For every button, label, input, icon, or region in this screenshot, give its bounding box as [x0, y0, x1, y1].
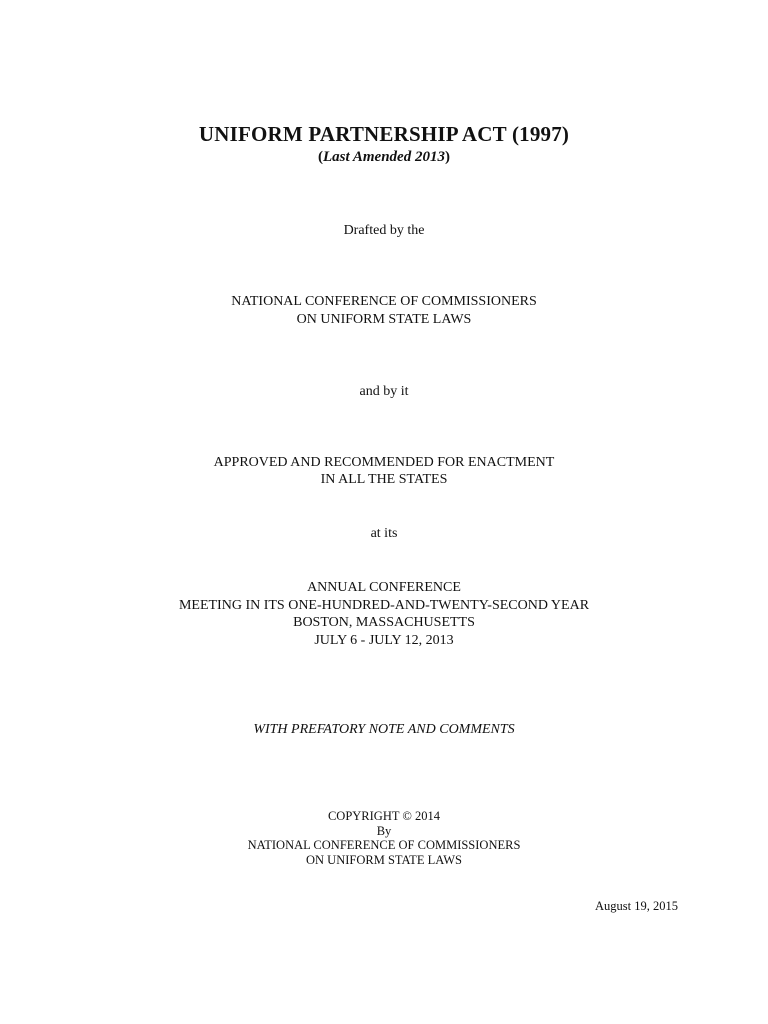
conference-line-4: JULY 6 - JULY 12, 2013 [314, 633, 454, 648]
document-subtitle [0, 147, 768, 167]
copyright-line-3: NATIONAL CONFERENCE OF COMMISSIONERS [247, 838, 521, 852]
subtitle-close-paren: ) [444, 149, 450, 165]
document-title: UNIFORM PARTNERSHIP ACT (1997) [198, 122, 570, 146]
copyright-line-4: ON UNIFORM STATE LAWS [306, 853, 462, 867]
approval-line-1: APPROVED AND RECOMMENDED FOR ENACTMENT [213, 455, 555, 470]
organization-line-1: NATIONAL CONFERENCE OF COMMISSIONERS [231, 294, 537, 309]
subtitle-open-paren: ( [318, 149, 324, 165]
copyright-line-1: COPYRIGHT © 2014 [327, 809, 441, 823]
copyright-line-2: By [376, 824, 392, 838]
subtitle-last-amended: Last Amended 2013 [323, 149, 445, 165]
conference-line-1: ANNUAL CONFERENCE [307, 580, 461, 595]
prefatory-note-text: WITH PREFATORY NOTE AND COMMENTS [253, 722, 515, 737]
conference-line-2: MEETING IN ITS ONE-HUNDRED-AND-TWENTY-SECOND YEAR [178, 598, 590, 613]
at-its-text: at its [370, 526, 398, 541]
approval-line-2: IN ALL THE STATES [320, 472, 448, 487]
conference-line-3: BOSTON, MASSACHUSETTS [293, 615, 475, 630]
and-by-it-text: and by it [359, 384, 409, 399]
organization-line-2: ON UNIFORM STATE LAWS [296, 312, 472, 327]
drafted-by-text: Drafted by the [343, 223, 425, 238]
document-date: August 19, 2015 [595, 899, 678, 913]
